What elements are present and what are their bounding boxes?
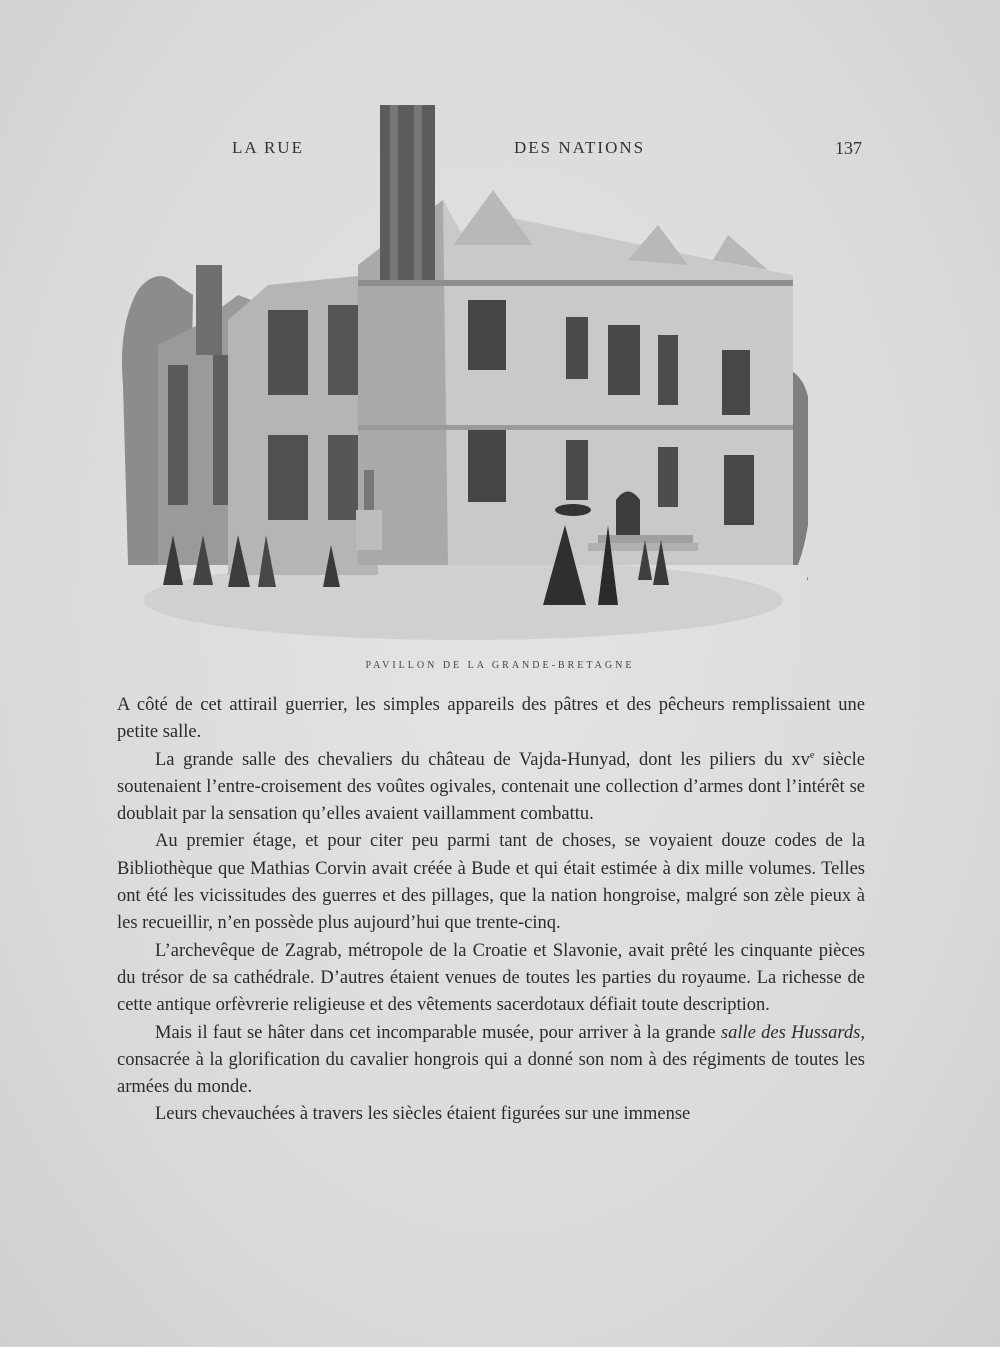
- paragraph: Au premier étage, et pour citer peu parmi tant de choses, se voyaient douze codes de la Bibliothèque que Mathias Corvin avait créée à Bude et qui était estimée à dix mille volumes. Telles ont été les vicissitudes des guerres et des pillages, que la nation hongroise, malgré son zèle pieux à les recueillir, n’en possède plus aujourd’hui que trente-cinq.: [117, 831, 865, 934]
- paragraph: L’archevêque de Zagrab, métropole de la Croatie et Slavonie, avait prêté les cinquante pièces du trésor de sa cathédrale. D’autres étaient venues de toutes les parties du royaume. La richesse de cette antique orfèvrerie religieuse et des vêtements sacerdotaux défiait toute description.: [117, 940, 865, 1016]
- italic-term: salle des Hussards: [720, 1022, 861, 1043]
- body-text: [117, 692, 865, 1129]
- paragraph: A côté de cet attirail guerrier, les simples appareils des pâtres et des pêcheurs remplissaient une petite salle.: [117, 695, 865, 743]
- paragraph: Leurs chevauchées à travers les siècles étaient figurées sur une immense: [155, 1104, 691, 1125]
- illustration-caption: PAVILLON DE LA GRANDE-BRETAGNE: [365, 660, 635, 671]
- pavilion-illustration: [118, 95, 808, 640]
- running-head-center: DES NATIONS: [514, 138, 646, 157]
- paragraph: Mais il faut se hâter dans cet incomparable musée, pour arriver à la grande salle des Hussards, consacrée à la glorification du cavalier hongrois qui a donné son nom à des régiments de toutes les armées du monde.: [117, 1022, 865, 1098]
- running-head-left: LA RUE: [232, 138, 304, 157]
- paragraph: La grande salle des chevaliers du château de Vajda-Hunyad, dont les piliers du $xv^e$ siècle soutenaient l’entre-croisement des voûtes ogivales, contenait une collection d’armes dont l’intérêt se doublait par la sensation qu’elles avaient vaillamment combattu.: [117, 749, 865, 825]
- page-number: 137: [835, 138, 862, 158]
